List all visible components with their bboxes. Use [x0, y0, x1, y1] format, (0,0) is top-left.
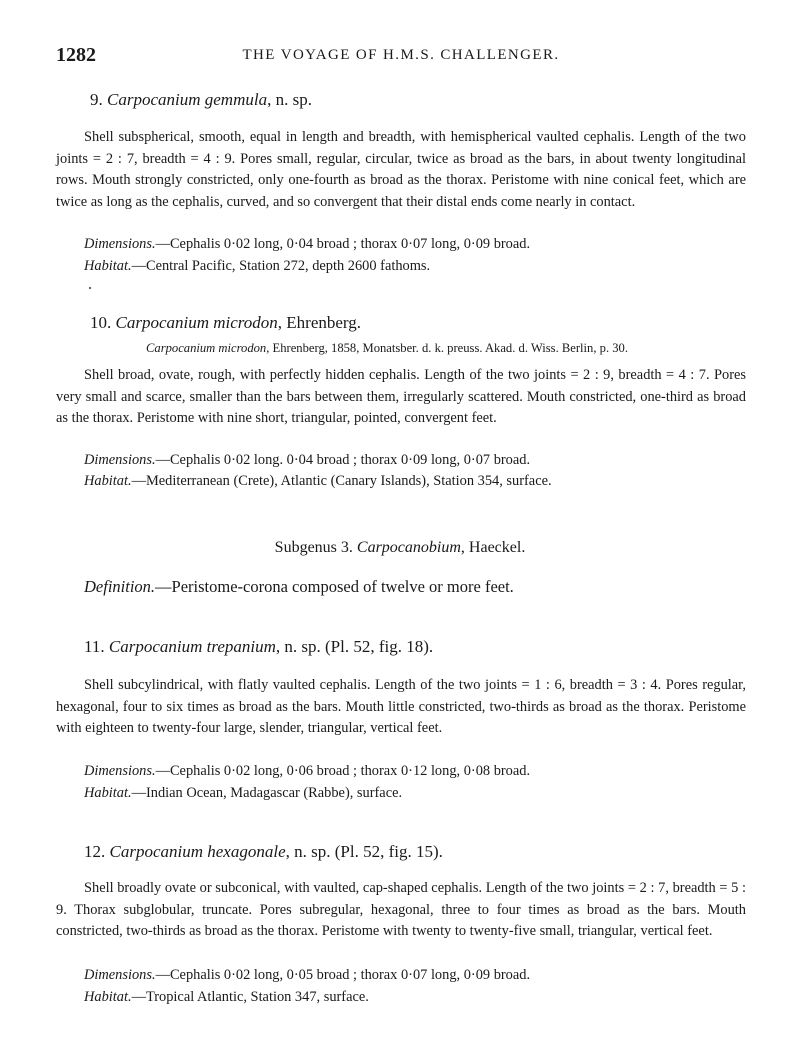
subgenus-name: Carpocanobium — [356, 539, 461, 556]
species-name: Carpocanium gemmula — [107, 90, 268, 109]
definition-line — [84, 577, 514, 597]
habitat-text: —Tropical Atlantic, Station 347, surface. — [131, 989, 369, 1005]
species-description: Shell broadly ovate or subconical, with vaulted, cap-shaped cephalis. Length of the two joints = 2 : 7, breadth = 5 : 9. Thorax subglobular, truncate. Pores subregular, hexagonal, three to four times as broad as the bars. Mouth constricted, two-thirds as broad as the thorax. Peristome with twenty to twenty-five small, triangular, vertical feet. — [56, 880, 746, 940]
dimensions-line — [84, 965, 744, 987]
citation-text: , Ehrenberg, 1858, Monatsber. d. k. preuss. Akad. d. Wiss. Berlin, p. 30. — [266, 341, 628, 355]
species-name: Carpocanium microdon — [115, 313, 278, 332]
habitat-label: Habitat. — [84, 258, 132, 274]
dimensions-line — [84, 234, 744, 256]
definition-text: —Peristome-corona composed of twelve or more feet. — [155, 577, 514, 596]
dimensions-text: —Cephalis 0·02 long. 0·04 broad ; thorax 0·09 long, 0·07 broad. — [155, 452, 531, 468]
citation-name: Carpocanium microdon — [146, 341, 267, 355]
species-authority: , n. sp. (Pl. 52, fig. 15). — [285, 842, 443, 861]
dimensions-label: Dimensions. — [84, 236, 156, 252]
species-authority: , n. sp. (Pl. 52, fig. 18). — [275, 637, 434, 656]
dimensions-label: Dimensions. — [84, 967, 156, 983]
running-title: THE VOYAGE OF H.M.S. CHALLENGER. — [242, 47, 560, 63]
species-number: 10. — [90, 313, 112, 332]
species-heading — [84, 637, 433, 657]
habitat-text: —Mediterranean (Crete), Atlantic (Canary Islands), Station 354, surface. — [131, 473, 552, 489]
synonymy-citation — [146, 341, 746, 356]
species-description: Shell subcylindrical, with flatly vaulted cephalis. Length of the two joints = 1 : 6, breadth = 3 : 4. Pores regular, hexagonal, four to six times as broad as the bars. Mouth little constricted, two-thirds as broad as the thorax. Peristome with eighteen to twenty-four large, slender, triangular, vertical feet. — [56, 677, 746, 737]
subgenus-prefix: Subgenus 3. — [274, 539, 353, 556]
species-heading — [90, 313, 361, 333]
species-description: Shell broad, ovate, rough, with perfectly hidden cephalis. Length of the two joints = 2 : 9, breadth = 4 : 7. Pores very small and scarce, smaller than the bars between them, irregularly scattered. Mouth constricted, one-third as broad as the thorax. Peristome with nine short, triangular, pointed, convergent feet. — [56, 367, 746, 427]
habitat-line — [84, 783, 744, 805]
species-number: 9. — [90, 90, 103, 109]
species-heading — [90, 90, 312, 110]
subgenus-heading — [0, 539, 800, 557]
dimensions-label: Dimensions. — [84, 763, 156, 779]
print-speck — [89, 287, 91, 289]
subgenus-authority: , Haeckel. — [460, 539, 526, 556]
habitat-line — [84, 256, 744, 278]
species-heading — [84, 842, 443, 862]
species-name: Carpocanium trepanium — [108, 637, 276, 656]
species-description: Shell subspherical, smooth, equal in length and breadth, with hemispherical vaulted cephalis. Length of the two joints = 2 : 7, breadth = 4 : 9. Pores small, regular, circular, twice as broad as the bars, in about twenty longitudinal rows. Mouth strongly constricted, only one-fourth as broad as the thorax. Peristome with nine conical feet, which are twice as long as the cephalis, curved, and so convergent that their distal ends come nearly in contact. — [56, 129, 746, 210]
dimensions-label: Dimensions. — [84, 452, 156, 468]
dimensions-text: —Cephalis 0·02 long, 0·05 broad ; thorax 0·07 long, 0·09 broad. — [155, 967, 531, 983]
dimensions-text: —Cephalis 0·02 long, 0·06 broad ; thorax 0·12 long, 0·08 broad. — [155, 763, 531, 779]
habitat-line — [84, 471, 744, 493]
habitat-line — [84, 987, 744, 1009]
species-authority: , n. sp. — [267, 90, 312, 109]
species-number: 12. — [84, 842, 106, 861]
dimensions-line — [84, 450, 744, 472]
habitat-label: Habitat. — [84, 989, 132, 1005]
habitat-label: Habitat. — [84, 785, 132, 801]
species-number: 11. — [84, 637, 105, 656]
habitat-label: Habitat. — [84, 473, 132, 489]
page-number: 1282 — [56, 44, 96, 66]
page-header — [56, 44, 746, 68]
species-authority: , Ehrenberg. — [277, 313, 362, 332]
dimensions-text: —Cephalis 0·02 long, 0·04 broad ; thorax 0·07 long, 0·09 broad. — [155, 236, 531, 252]
definition-label: Definition. — [84, 577, 156, 596]
dimensions-line — [84, 761, 744, 783]
habitat-text: —Central Pacific, Station 272, depth 2600 fathoms. — [131, 258, 431, 274]
habitat-text: —Indian Ocean, Madagascar (Rabbe), surface. — [131, 785, 403, 801]
species-name: Carpocanium hexagonale — [109, 842, 286, 861]
